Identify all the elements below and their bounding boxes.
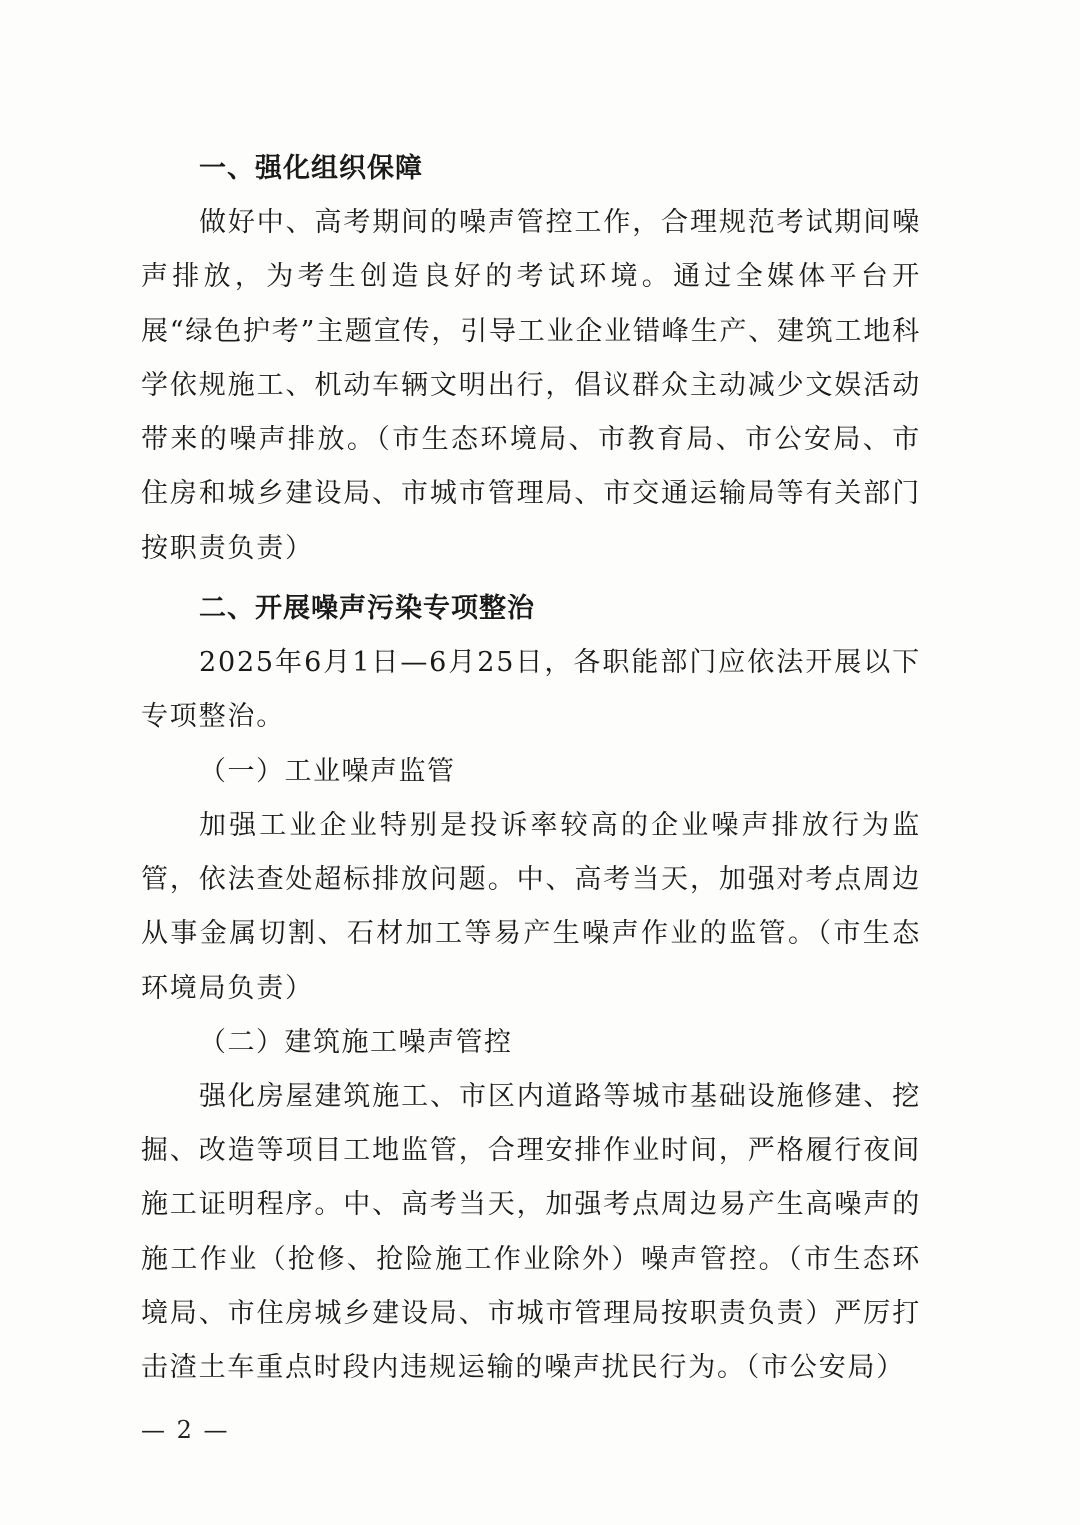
section-heading-2: 二、开展噪声污染专项整治	[199, 593, 535, 625]
section-1-paragraph: 做好中、高考期间的噪声管控工作，合理规范考试期间噪声排放，为考生创造良好的考试环境。通过全媒体平台开展“绿色护考”主题宣传，引导工业企业错峰生产、建筑工地科学依规施工、机动车辆文明出行，倡议群众主动减少文娱活动带来的噪声排放。（市生态环境局、市教育局、市公安局、市住房和城乡建设局、市城市管理局、市交通运输局等有关部门按职责负责）	[141, 207, 922, 564]
subsection-heading-1: （一）工业噪声监管	[199, 755, 456, 787]
document-body	[141, 142, 921, 1396]
subsection-2-paragraph: 强化房屋建筑施工、市区内道路等城市基础设施修建、挖掘、改造等项目工地监管，合理安排作业时间，严格履行夜间施工证明程序。中、高考当天，加强考点周边易产生高噪声的施工作业（抢修、抢险施工作业除外）噪声管控。（市生态环境局、市住房城乡建设局、市城市管理局按职责负责）严厉打击渣土车重点时段内违规运输的噪声扰民行为。（市公安局）	[141, 1080, 921, 1384]
section-2-paragraph: 2025年6月1日—6月25日，各职能部门应依法开展以下专项整治。	[141, 647, 921, 733]
page-number: — 2 —	[141, 1416, 230, 1444]
section-heading-1: 一、强化组织保障	[199, 153, 423, 184]
subsection-1-paragraph: 加强工业企业特别是投诉率较高的企业噪声排放行为监管，依法查处超标排放问题。中、高考当天，加强对考点周边从事金属切割、石材加工等易产生噪声作业的监管。（市生态环境局负责）	[141, 809, 921, 1004]
subsection-heading-2: （二）建筑施工噪声管控	[199, 1026, 513, 1058]
